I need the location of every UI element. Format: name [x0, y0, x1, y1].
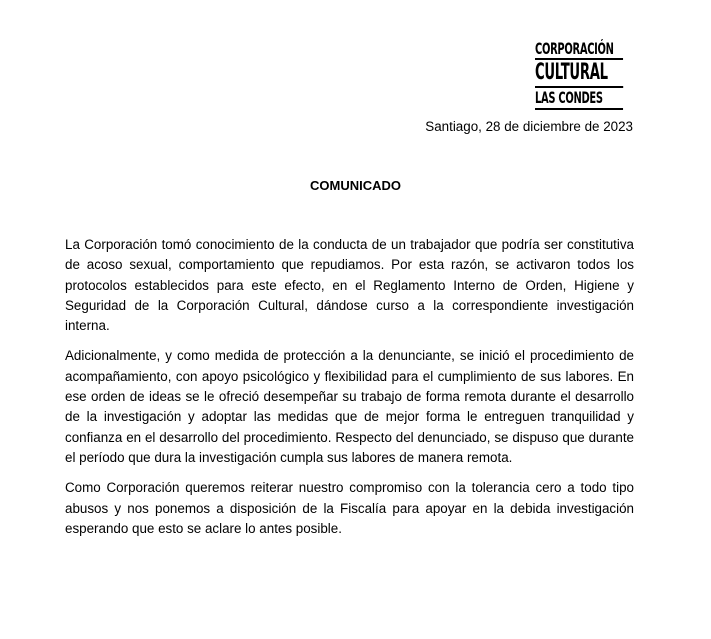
logo-line-cultural: CULTURAL: [535, 62, 623, 88]
paragraph-2: Adicionalmente, y como medida de protección a la denunciante, se inició el procedimiento de acompañamiento, con apoyo psicológico y flexibilidad para el cumplimiento de sus labores. En ese orden de ideas se le ofreció desempeñar su trabajo de forma remota durante el desarrollo de la investigación y adoptar las medidas que de mejor forma le entreguen tranquilidad y confianza en el desarrollo del procedimiento. Respecto del denunciado, se dispuso que durante el período que dura la investigación cumpla sus labores de manera remota.: [65, 348, 634, 465]
document-body: [65, 235, 634, 549]
corporacion-cultural-logo: [535, 41, 623, 110]
document-date: Santiago, 28 de diciembre de 2023: [425, 119, 633, 134]
paragraph-1: La Corporación tomó conocimiento de la conducta de un trabajador que podría ser constitutiva de acoso sexual, comportamiento que repudiamos. Por esta razón, se activaron todos los protocolos establecidos para este efecto, en el Reglamento Interno de Orden, Higiene y Seguridad de la Corporación Cultural, dándose curso a la correspondiente investigación interna.: [65, 237, 634, 334]
logo-line-corporacion: CORPORACIÓN: [535, 41, 623, 60]
document-title: COMUNICADO: [310, 178, 401, 193]
logo-line-las-condes: LAS CONDES: [535, 90, 623, 110]
paragraph-3: Como Corporación queremos reiterar nuestro compromiso con la tolerancia cero a todo tipo abusos y nos ponemos a disposición de la Fiscalía para apoyar en la debida investigación esperando que esto se aclare lo antes posible.: [65, 480, 634, 536]
